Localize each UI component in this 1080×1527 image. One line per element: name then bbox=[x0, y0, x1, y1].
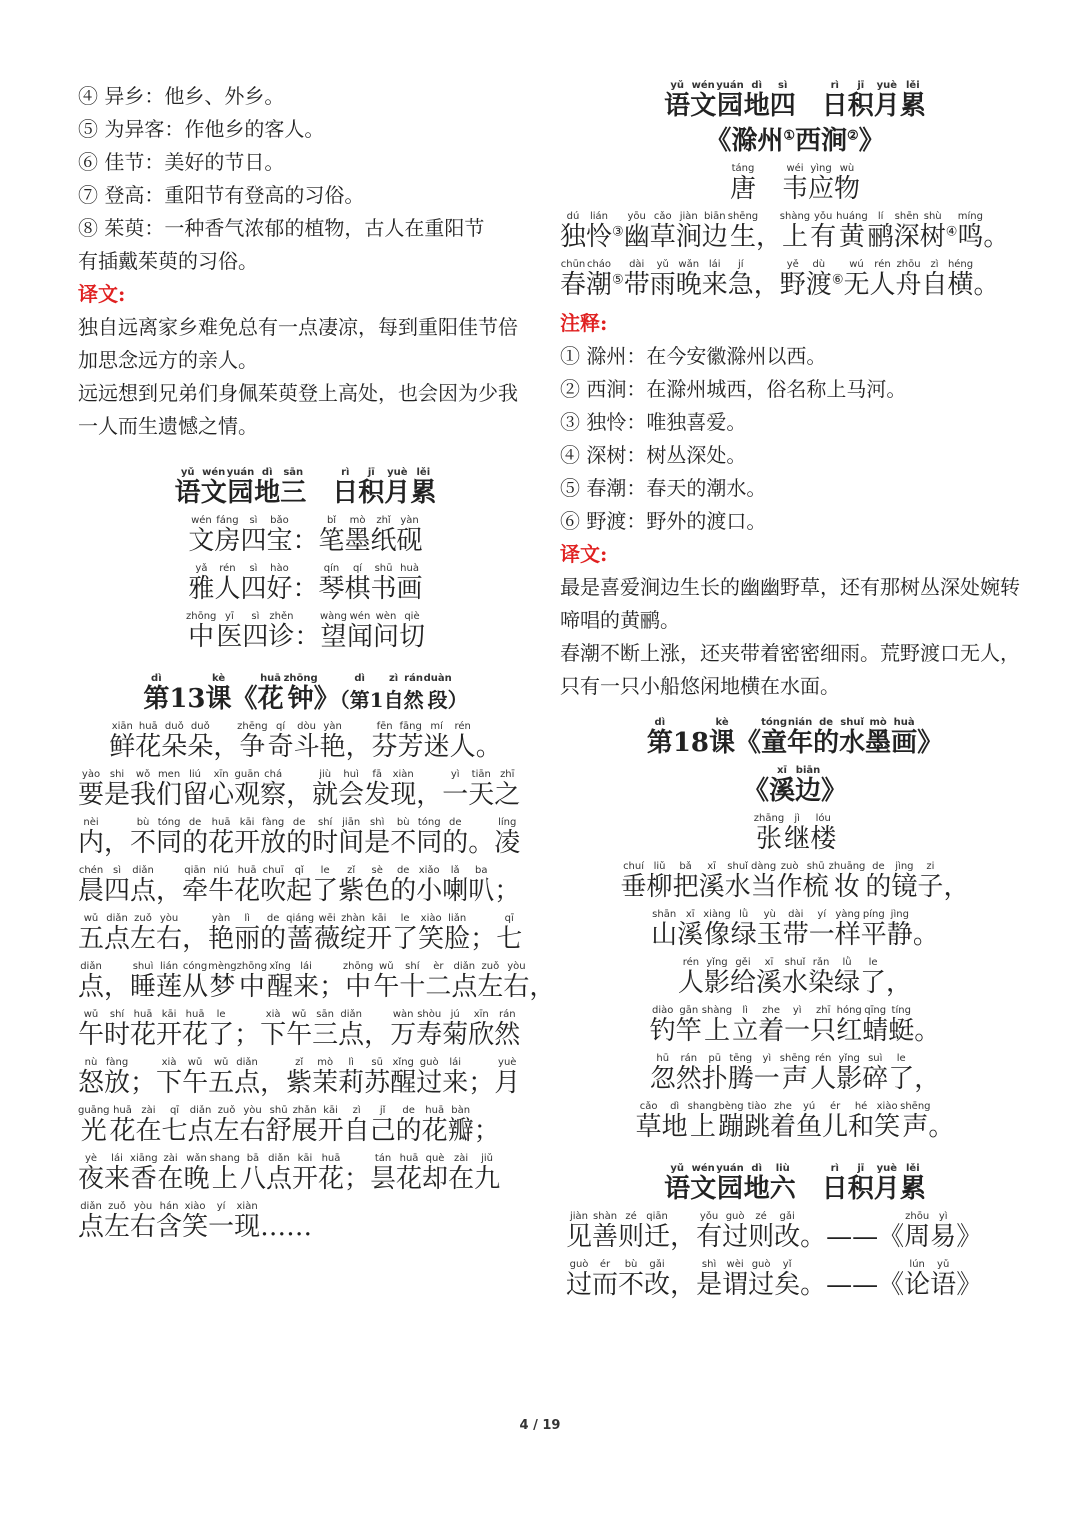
lesson13-line-1: 鲜xiān花huā朵duǒ朵duǒ，争zhēng奇qí斗dòu艳yàn，芬fēn芳fāng迷mí人rén。 bbox=[109, 721, 502, 762]
poem-note-5: ⑤ 春潮：春天的潮水。 bbox=[560, 476, 767, 500]
poem-note-4: ④ 深树：树丛深处。 bbox=[560, 443, 747, 467]
right-column bbox=[560, 80, 1030, 1307]
garden6-line-1: 见jiàn善shàn则zé迁qiān，有yǒu过guò则zé改gǎi。——《周zhōu易yì》 bbox=[566, 1211, 983, 1252]
translation-para-2: 远远想到兄弟们身佩茱萸登上高处，也会因为少我一人而生遗憾之情。 bbox=[78, 381, 518, 438]
note-4: ④ 异乡：他乡、外乡。 bbox=[78, 84, 285, 108]
poem-author: 唐táng 韦wéi应yìng物wù bbox=[729, 163, 861, 204]
lesson18-poem-title: 《溪xī边biān》 bbox=[742, 765, 848, 806]
garden3-line-1: 文wén房fáng四sì宝bǎo：笔bǐ墨mò纸zhǐ砚yàn bbox=[188, 515, 423, 556]
lesson18-line-2: 山shān溪xī像xiàng绿lǜ玉yù带dài一yí样yàng平píng静jìng。 bbox=[651, 909, 939, 950]
poem-note-1: ① 滁州：在今安徽滁州以西。 bbox=[560, 344, 827, 368]
lesson13-line-11: 点diǎn左zuǒ右yòu含hán笑xiào一yí现xiàn…… bbox=[78, 1201, 313, 1242]
lesson18-line-6: 草cǎo地dì上shang蹦bèng跳tiào着zhe鱼yú儿ér和hé笑xiào声shēng。 bbox=[635, 1101, 955, 1142]
lesson13-line-5: 五wǔ点diǎn左zuǒ右yòu，艳yàn丽lì的de蔷qiáng薇wēi绽zhàn开kāi了le笑xiào脸liǎn；七qī bbox=[78, 913, 523, 954]
left-column bbox=[78, 80, 556, 1249]
poem-note-2: ② 西涧：在滁州城西，俗名称上马河。 bbox=[560, 377, 907, 401]
poem-line-1: 独dú怜lián③幽yōu草cǎo涧jiàn边biān生shēng，上shàng有yǒu黄huáng鹂lí深shēn树shù④鸣míng。 bbox=[560, 211, 1010, 252]
note-7: ⑦ 登高：重阳节有登高的习俗。 bbox=[78, 183, 365, 207]
lesson18-line-4: 钓diào竿gān上shàng立lì着zhe一yì只zhī红hóng蜻qīng蜓tíng。 bbox=[649, 1005, 941, 1046]
note-5: ⑤ 为异客：作他乡的客人。 bbox=[78, 117, 325, 141]
page-number: 4 / 19 bbox=[519, 1418, 561, 1433]
lesson18-title: 第dì18课kè《童tóng年nián的de水shuǐ墨mò画huà》 bbox=[646, 717, 944, 758]
lesson13-line-6: 点diǎn，睡shuì莲lián从cóng梦mèng中zhōng醒xǐng来lái；中zhōng午wǔ十shí二èr点diǎn左zuǒ右yòu， bbox=[78, 961, 556, 1002]
garden3-line-3: 中zhōng医yī四sì诊zhěn：望wàng闻wén问wèn切qiè bbox=[185, 611, 425, 652]
lesson18-author: 张zhāng继jì楼lóu bbox=[753, 813, 837, 854]
poem-note-6: ⑥ 野渡：野外的渡口。 bbox=[560, 509, 767, 533]
note-8-cont: 有插戴茱萸的习俗。 bbox=[78, 249, 258, 273]
lesson13-line-8: 怒nù放fàng；下xià午wǔ五wǔ点diǎn，紫zǐ茉mò莉lì苏sū醒xǐng过guò来lái；月yuè bbox=[78, 1057, 521, 1098]
lesson18-line-3: 人rén影yǐng给gěi溪xī水shuǐ染rǎn绿lǜ了le， bbox=[677, 957, 913, 998]
lesson13-line-10: 夜yè来lái香xiāng在zài晚wǎn上shang八bā点diǎn开kāi花huā；昙tán花huā却què在zài九jiǔ bbox=[78, 1153, 501, 1194]
garden3-line-2: 雅yǎ人rén四sì好hào：琴qín棋qí书shū画huà bbox=[188, 563, 423, 604]
garden4-title: 语yǔ文wén园yuán地dì四sì 日rì积jī月yuè累lěi bbox=[664, 80, 926, 121]
translation-label-right: 译文: bbox=[560, 542, 608, 566]
note-8: ⑧ 茱萸：一种香气浓郁的植物，古人在重阳节 bbox=[78, 216, 485, 240]
garden6-title: 语yǔ文wén园yuán地dì六liù 日rì积jī月yuè累lěi bbox=[664, 1163, 926, 1204]
translation-label-left: 译文: bbox=[78, 282, 126, 306]
poem-note-3: ③ 独怜：唯独喜爱。 bbox=[560, 410, 747, 434]
poem-translation-2: 春潮不断上涨，还夹带着密密细雨。荒野渡口无人，只有一只小船悠闲地横在水面。 bbox=[560, 641, 1020, 698]
lesson13-line-2: 要yào是shi我wǒ们men留liú心xīn观guān察chá，就jiù会huì发fā现xiàn，一yì天tiān之zhī bbox=[78, 769, 521, 810]
poem-translation-1: 最是喜爱涧边生长的幽幽野草，还有那树丛深处婉转啼唱的黄鹂。 bbox=[560, 575, 1020, 632]
lesson13-line-3: 内nèi，不bù同tóng的de花huā开kāi放fàng的de时shí间jiān是shì不bù同tóng的de。凌líng bbox=[78, 817, 521, 858]
poem-title: 《滁州①西涧②》 bbox=[705, 126, 885, 156]
garden3-title: 语yǔ文wén园yuán地dì三sān 日rì积jī月yuè累lěi bbox=[174, 467, 437, 508]
poem-line-2: 春chūn潮cháo⑤带dài雨yǔ晚wǎn来lái急jí，野yě渡dù⑥无wú人rén舟zhōu自zì横héng。 bbox=[560, 259, 1000, 300]
lesson13-line-4: 晨chén四sì点diǎn，牵qiān牛niú花huā吹chuī起qǐ了le紫zǐ色sè的de小xiǎo喇lǎ叭ba； bbox=[78, 865, 521, 906]
garden6-line-2: 过guò而ér不bù改gǎi，是shì谓wèi过guò矣yǐ。——《论lún语yǔ》 bbox=[566, 1259, 983, 1300]
lesson13-line-7: 午wǔ时shí花huā开kāi花huā了le；下xià午wǔ三sān点diǎn，万wàn寿shòu菊jú欣xīn然rán bbox=[78, 1009, 521, 1050]
lesson13-title: 第dì13课kè《花huā钟zhōng》（第dì1自zì然rán段duàn） bbox=[143, 673, 468, 714]
note-6: ⑥ 佳节：美好的节日。 bbox=[78, 150, 285, 174]
translation-para-1: 独自远离家乡难免总有一点凄凉，每到重阳佳节倍加思念远方的亲人。 bbox=[78, 315, 518, 372]
lesson13-line-9: 光guāng花huā在zài七qī点diǎn左zuǒ右yòu舒shū展zhǎn开kāi自zì己jǐ的de花huā瓣bàn； bbox=[78, 1105, 500, 1146]
notes-label: 注释: bbox=[560, 311, 608, 335]
lesson18-line-5: 忽hū然rán扑pū腾tēng一yì声shēng人rén影yǐng碎suì了le， bbox=[649, 1053, 941, 1094]
lesson18-line-1: 垂chuí柳liǔ把bǎ溪xī水shuǐ当dàng作zuò梳shū妆zhuāng的de镜jìng子zi， bbox=[620, 861, 970, 902]
